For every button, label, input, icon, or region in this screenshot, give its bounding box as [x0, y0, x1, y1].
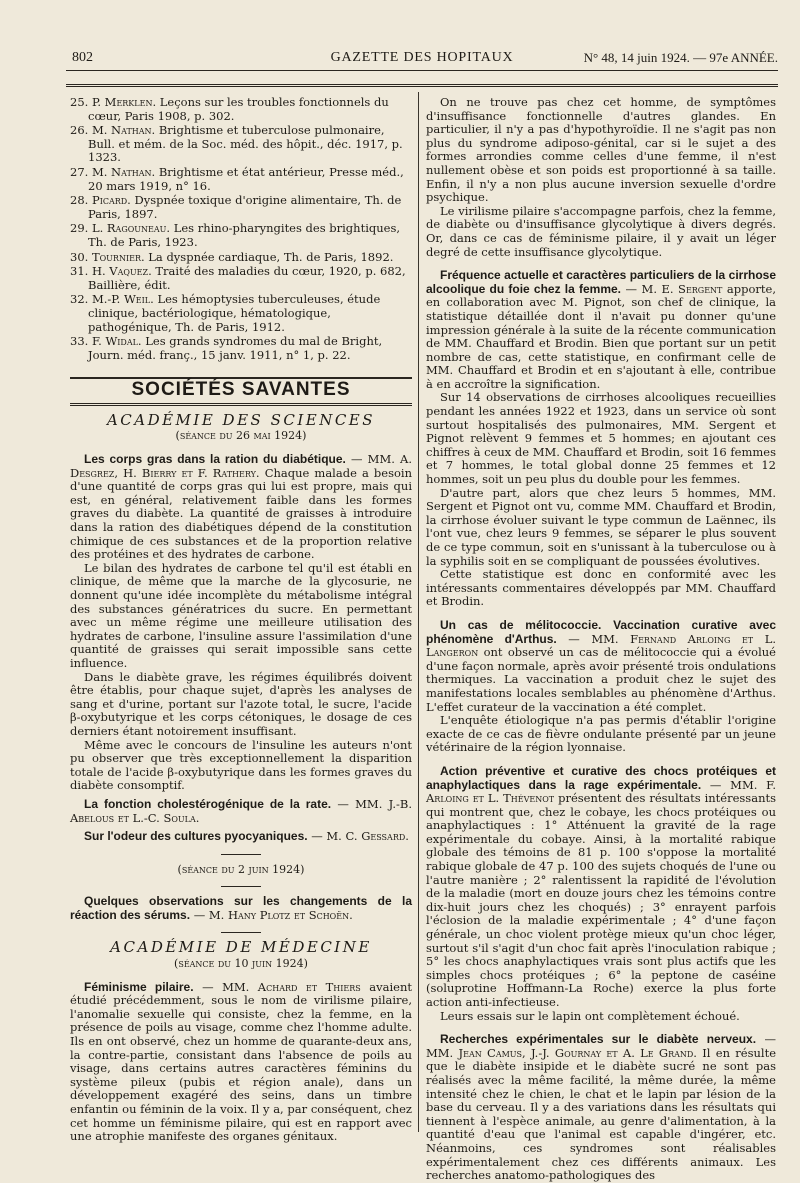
reference-item: 32. M.-P. Weil. Les hémoptysies tuberculeuses, étude clinique, bactériologique, hématologique, pathogénique, Th. de Paris, 1912.: [70, 292, 381, 334]
article-authors: — MM. Fernand Arloing et L. Langeron: [426, 631, 776, 660]
journal-title: GAZETTE DES HOPITAUX: [330, 50, 514, 65]
reference-item: 29. L. Ragouneau. Les rhino-pharyngites des brightiques, Th. de Paris, 1923.: [70, 221, 401, 249]
article-paragraph: [70, 798, 412, 825]
article-authors: — M. Hany Plotz et Schoën.: [190, 907, 353, 922]
section-rule-double: [70, 403, 412, 406]
article-heading: Féminisme pilaire.: [84, 979, 194, 994]
right-column: [426, 96, 776, 1183]
article-heading: Recherches expérimentales sur le diabète nerveux.: [440, 1032, 757, 1047]
separator-rule: [221, 932, 261, 933]
header-rule-top: [66, 70, 778, 71]
reference-item: 26. M. Nathan. Brightisme et tuberculose pulmonaire, Bull. et mém. de la Soc. méd. des hôpit., déc. 1917, p. 1323.: [70, 123, 403, 165]
academie-medecine-title: ACADÉMIE DE MÉDECINE: [110, 938, 372, 957]
article-heading: La fonction cholestérogénique de la rate.: [84, 796, 332, 811]
article-heading: Un cas de mélitococcie. Vaccination curative avec phénomène d'Arthus.: [426, 617, 776, 646]
article-authors: — MM. F. Arloing et L. Thévenot: [426, 777, 776, 806]
reference-item: 27. M. Nathan. Brightisme et état antérieur, Presse méd., 20 mars 1919, n° 16.: [70, 164, 404, 193]
article-authors: — MM. J.-B. Abelous et L.-C. Soula.: [70, 796, 412, 825]
article-paragraph: Recherches expérimentales sur le diabète nerveux. — MM. Jean Camus, J.-J. Gournay et A. Le Grand. Il en résulte que le diabète insipide et le diabète sucré ne sont pas réalisés avec la même facilité, la même durée, la même intensité chez le chien, le chat et le lapin par lésion de la base du cerveau. Il y a des variations dans les résultats qui tiennent à l'espèce animale, au genre d'alimentation, à la quantité d'eau que l'animal est capable d'ingérer, etc. Néanmoins, ces syndromes sont réalisables expérimentalement chez ces différents animaux. Les recherches anatomo-pathologiques des: [426, 1032, 776, 1183]
article-authors: — M. E. Sergent: [621, 281, 723, 296]
page-number: 802: [72, 50, 93, 65]
issue-info: N° 48, 14 juin 1924. — 97e ANNÉE.: [583, 50, 778, 65]
article-paragraph: Leurs essais sur le lapin ont complètement échoué.: [440, 1008, 740, 1023]
reference-item: 28. Picard. Dyspnée toxique d'origine alimentaire, Th. de Paris, 1897.: [70, 193, 402, 221]
article-heading: Action préventive et curative des chocs protéiques et anaphylactiques dans la rage expérimentale.: [426, 763, 776, 792]
article-paragraph: Le virilisme pilaire s'accompagne parfois, chez la femme, de diabète ou d'insuffisance glycolytique à divers degrés. Or, dans ce cas de féminisme pilaire, il y avait un léger degré de cette insuffisance glycolytique.: [426, 203, 776, 259]
article-paragraph: D'autre part, alors que chez leurs 5 hommes, MM. Sergent et Pignot ont vu, comme MM. Chauffard et Brodin, la cirrhose évoluer suivant le type commun de Laënnec, ils l'ont vue, chez leurs 9 femmes, se séparer le plus souvent de ce type commun, soit en s'unissant à la tuberculose ou à la syphilis soit en se compliquant de poussées évolutives.: [426, 485, 776, 568]
reference-item: 25. P. Merklen. Leçons sur les troubles fonctionnels du cœur, Paris 1908, p. 302.: [70, 95, 389, 123]
article-paragraph: Sur 14 observations de cirrhoses alcooliques recueillies pendant les années 1922 et 1923, dans un service où sont surtout hospitalisés des pulmonaires, MM. Sergent et Pignot relèvent 9 femmes et 5 hommes; en ajoutant ces chiffres à ceux de MM. Chauffard et Brodin, soit 16 femmes et 7 hommes, le total global donne 25 femmes et 12 hommes, soit un peu plus du double pour les femmes.: [426, 390, 776, 487]
header-rule-double: [66, 84, 778, 87]
article-paragraph: Même avec le concours de l'insuline les auteurs n'ont pu observer que très exceptionnellement la disparition totale de l'acide β-oxybutyrique dans les formes graves du diabète consomptif.: [70, 737, 412, 793]
article-authors: — M. C. Gessard.: [307, 829, 409, 844]
article-paragraph: [70, 895, 412, 922]
section-title: SOCIÉTÉS SAVANTES: [131, 379, 351, 401]
separator-rule: [221, 854, 261, 855]
article-heading: Les corps gras dans la ration du diabétique.: [84, 452, 346, 467]
article-heading: Fréquence actuelle et caractères particuliers de la cirrhose alcoolique du foie chez la femme.: [426, 268, 776, 296]
article-paragraph: [70, 830, 412, 844]
article-paragraph: Cette statistique est donc en conformité avec les intéressants commentaires développés par MM. Chauffard et Brodin.: [426, 567, 776, 609]
page-header: [66, 50, 778, 72]
article-paragraph: Le bilan des hydrates de carbone tel qu'il est établi en clinique, de même que la marche de la glycosurie, ne donnent qu'une idée incomplète du métabolisme intégral des substances génératrices du sucre. En permettant avec un même régime une meilleure utilisation des hydrates de carbone, l'insuline assure l'assimilation d'une quantité de graisses qui serait impossible sans cette influence.: [70, 560, 412, 670]
reference-list: [70, 96, 412, 362]
seance-date: (séance du 2 juin 1924): [177, 862, 305, 876]
article-paragraph: Fréquence actuelle et caractères particuliers de la cirrhose alcoolique du foie chez la femme. — M. E. Sergent apporte, en collaboration avec M. Pignot, son chef de clinique, la statistique détaillée dont il n'avait pu donner qu'une impression générale à la suite de la récente communication de MM. Chauffard et Brodin. Bien que portant sur un petit nombre de cas, cette statistique, en confirmant celle de MM. Chauffard et Brodin et en s'ajoutant à elle, contribue à en accroître la signification.: [426, 268, 776, 391]
reference-item: 33. F. Widal. Les grands syndromes du mal de Bright, Journ. méd. franç., 15 janv. 1911, n° 1, p. 22.: [70, 334, 383, 362]
column-divider: [418, 92, 419, 1132]
article-paragraph: L'enquête étiologique n'a pas permis d'établir l'origine exacte de ce cas de fièvre ondulante présenté par un jeune vétérinaire de la région lyonnaise.: [426, 713, 776, 755]
seance-date: (séance du 10 juin 1924): [174, 957, 308, 971]
seance-date: (séance du 26 mai 1924): [175, 429, 307, 443]
separator-rule: [221, 886, 261, 887]
article-paragraph: Un cas de mélitococcie. Vaccination curative avec phénomène d'Arthus. — MM. Fernand Arloing et L. Langeron ont observé un cas de mélitococcie qui a évolué d'une façon normale, après avoir présenté trois ondulations thermiques. La vaccination a produit chez le sujet des manifestations locales semblables au phénomène d'Arthus. L'effet curateur de la vaccination a été complet.: [426, 617, 776, 714]
article-paragraph: Féminisme pilaire. — MM. Achard et Thiers avaient étudié précédemment, sous le nom de virilisme pilaire, l'anomalie sexuelle qui consiste, chez la femme, en la présence de poils au visage, comme chez l'homme adulte. Ils en ont observé, chez un homme de quarante-deux ans, la contre-partie, consistant dans l'absence de poils au visage, dans certains autres caractères féminins du système pileux (pubis et région anale), dans un développement exagéré des seins, dans un timbre enfantin ou féminin de la voix. Il y a, par conséquent, chez cet homme un féminisme pilaire, qui est en rapport avec une atrophie manifeste des organes génitaux.: [70, 979, 412, 1144]
article-paragraph: Les corps gras dans la ration du diabétique. — MM. A. Desgrez, H. Bierry et F. Rathery. Chaque malade a besoin d'une quantité de corps gras qui lui est propre, mais qui est, en général, relativement faible dans les formes graves du diabète. La quantité de graisses à introduire dans la ration des diabétiques dépend de la constitution chimique de ces substances et de la proportion relative des protéines et des hydrates de carbone.: [70, 452, 413, 562]
article-authors: — MM. A. Desgrez, H. Bierry et F. Rathery.: [70, 452, 412, 480]
article-heading: Sur l'odeur des cultures pyocyaniques.: [84, 829, 308, 844]
article-authors: — MM. Achard et Thiers: [193, 979, 361, 994]
article-paragraph: On ne trouve pas chez cet homme, de symptômes d'insuffisance fonctionnelle d'autres glandes. En particulier, il n'y a pas d'hypothyroïdie. Il ne s'agit pas non plus du syndrome adiposo-génital, car si le sujet a des formes arrondies comme celles d'une femme, il n'est nullement obèse et son poids est proportionné à sa taille. Enfin, il n'y a non plus aucune inversion sexuelle d'ordre psychique.: [426, 95, 776, 205]
article-authors: — MM. Jean Camus, J.-J. Gournay et A. Le Grand.: [426, 1032, 776, 1060]
reference-item: 30. Tournier. La dyspnée cardiaque, Th. de Paris, 1892.: [70, 249, 394, 264]
academie-sciences-title: ACADÉMIE DES SCIENCES: [106, 410, 376, 429]
article-heading: Quelques observations sur les changements de la réaction des sérums.: [70, 894, 412, 922]
article-paragraph: Dans le diabète grave, les régimes équilibrés doivent être établis, pour chaque sujet, d'après les analyses de sang et d'urine, portant sur l'azote total, le sucre, l'acide β-oxybutyrique et les corps cétoniques, le dosage de ces derniers étant notoirement insuffisant.: [70, 669, 412, 738]
left-column: [70, 96, 412, 1144]
reference-item: 31. H. Vaquez. Traité des maladies du cœur, 1920, p. 682, Baillière, édit.: [70, 264, 406, 292]
article-paragraph: Action préventive et curative des chocs protéiques et anaphylactiques dans la rage expérimentale. — MM. F. Arloing et L. Thévenot présentent des résultats intéressants qui montrent que, chez le cobaye, les chocs protéiques ou anaphylactiques : 1° Atténuent la gravité de la rage expérimentale du cobaye. Ainsi, à la mortalité rabique globale des témoins de 81 p. 100 s'oppose la mortalité rabique globale de 47 p. 100 des sujets choqués de l'une ou l'autre manière ; 2° ralentissent la rapidité de l'évolution de la maladie (mort en douze jours chez les témoins contre dix-huit jours chez les choqués) ; 3° enrayent parfois l'éclosion de la maladie expérimentale ; 4° d'une façon générale, un choc violent protège mieux qu'un choc léger, surtout s'il s'agit d'un choc fait après l'inoculation rabique ; 5° les chocs anaphylactiques vrais sont plus actifs que les simples chocs protéiques ; 6° la peptone de caséine (soluprotine Hoffmann-La Roche) exerce la plus forte action anti-infectieuse.: [426, 763, 776, 1009]
